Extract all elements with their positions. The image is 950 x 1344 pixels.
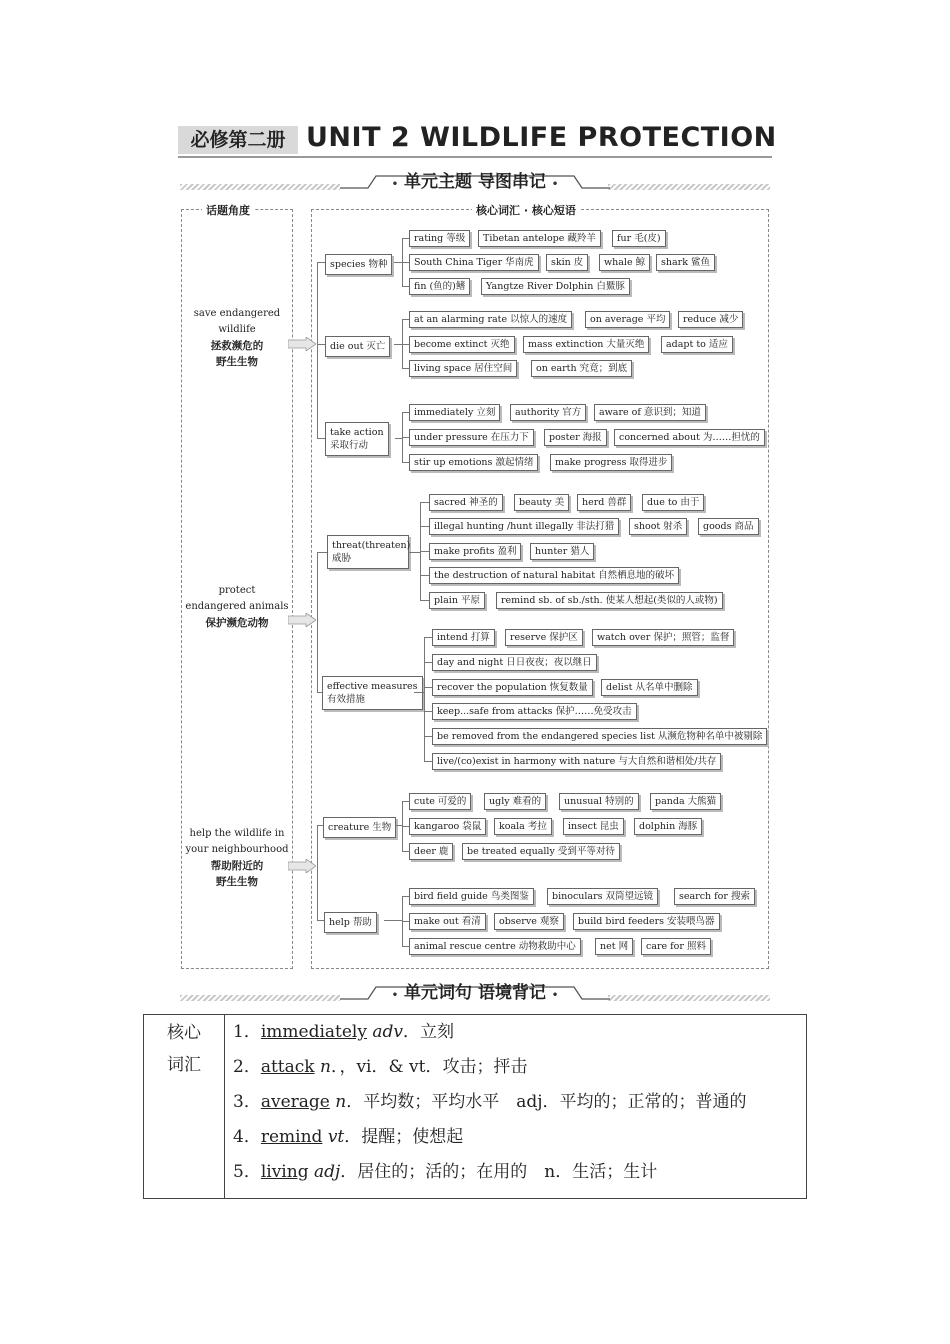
group2-connector	[317, 552, 318, 692]
arrow-right-icon	[288, 613, 316, 627]
node-label: threat(threaten)	[332, 540, 411, 551]
term-chip: mass extinction 大量灭绝	[523, 336, 649, 353]
chip-tick	[420, 502, 429, 503]
node-branch	[395, 825, 402, 826]
node-species	[325, 254, 392, 275]
term-chip: shoot 射杀	[629, 518, 687, 535]
term-chip: hunter 猎人	[530, 543, 594, 560]
term-chip: the destruction of natural habitat 自然栖息地的破坏	[429, 567, 679, 584]
term-chip: beauty 美	[514, 494, 569, 511]
term-chip: stir up emotions 激起情绪	[409, 454, 538, 471]
term-chip: koala 考拉	[494, 818, 552, 835]
chip-tick	[420, 600, 429, 601]
chip-tick	[424, 736, 432, 737]
topic-en-line: help the wildlife in	[189, 828, 285, 839]
node-tick	[317, 920, 324, 921]
node-branch	[394, 344, 402, 345]
term-chip: skin 皮	[546, 254, 588, 271]
term-chip: authority 官方	[510, 404, 586, 421]
term-chip: shark 鲨鱼	[656, 254, 715, 271]
term-chip: kangaroo 袋鼠	[409, 818, 486, 835]
part-of-speech: adj	[313, 1162, 341, 1182]
book-tag: 必修第二册	[178, 126, 298, 154]
section1-dot-left: •	[391, 179, 399, 190]
term-chip: build bird feeders 安装喂鸟器	[573, 913, 720, 930]
definition: ．，vi．& vt．攻击；抨击	[330, 1057, 528, 1077]
node-threat	[327, 535, 409, 569]
definition: ．提醒；使想起	[344, 1127, 464, 1147]
category-line: 核心	[167, 1023, 201, 1043]
arrow-right-icon	[288, 859, 316, 873]
topic-en-line: protect	[218, 585, 256, 596]
node-label-cn: 威胁	[332, 553, 352, 564]
vocab-word: average	[260, 1092, 330, 1112]
term-chip: dolphin 海豚	[634, 818, 702, 835]
node-branch	[395, 438, 402, 439]
term-chip: be treated equally 受到平等对待	[462, 843, 620, 860]
topic-en-line: wildlife	[218, 324, 256, 335]
node-tick	[317, 262, 325, 263]
term-chip: make profits 盈利	[429, 543, 521, 560]
term-chip: Tibetan antelope 藏羚羊	[478, 230, 601, 247]
topic-cn-line: 保护濒危动物	[205, 617, 269, 629]
topic-en-line: save endangered	[193, 308, 281, 319]
vocab-word: remind	[260, 1127, 323, 1147]
term-chip: be removed from the endangered species list 从濒危物种名单中被剔除	[432, 728, 767, 745]
term-chip: day and night 日日夜夜；夜以继日	[432, 654, 597, 671]
topic-save-wildlife	[184, 306, 290, 370]
node-label: effective measures	[327, 681, 418, 692]
section2-title	[368, 978, 582, 1003]
topic-angle-label: 话题角度	[202, 202, 254, 218]
node-branch	[408, 552, 420, 553]
section2-stripe-left	[180, 995, 340, 1001]
term-chip: live/(co)exist in harmony with nature 与大自然和谐相处/共存	[432, 753, 721, 770]
term-chip: on earth 究竟；到底	[531, 360, 632, 377]
term-chip: concerned about 为……担忧的	[614, 429, 765, 446]
chip-tick	[402, 368, 409, 369]
term-chip: plain 平原	[429, 592, 485, 609]
section2-dot-right: •	[551, 990, 559, 1001]
node-label-cn: 采取行动	[330, 440, 369, 451]
chip-tick	[402, 238, 409, 239]
node-tick	[317, 438, 325, 439]
term-chip: fin (鱼的)鳍	[409, 278, 470, 295]
vocab-item	[233, 1157, 806, 1192]
chip-tick	[402, 851, 409, 852]
node-label: die out 灭亡	[330, 341, 386, 352]
core-vocab-label: 核心词汇 · 核心短语	[472, 202, 580, 218]
chip-tick	[424, 761, 432, 762]
term-chip: aware of 意识到；知道	[594, 404, 706, 421]
section1-stripe-left	[180, 184, 340, 190]
term-chip: become extinct 灭绝	[409, 336, 515, 353]
section2-stripe-right	[608, 995, 770, 1001]
term-chip: herd 兽群	[577, 494, 631, 511]
node-tick	[317, 344, 325, 345]
term-chip: bird field guide 鸟类图鉴	[409, 888, 534, 905]
term-chip: fur 毛(皮)	[612, 230, 666, 247]
term-chip: sacred 神圣的	[429, 494, 503, 511]
term-chip: immediately 立刻	[409, 404, 500, 421]
node-label: help 帮助	[329, 917, 372, 928]
term-chip: delist 从名单中删除	[601, 679, 698, 696]
chip-tick	[402, 826, 409, 827]
vocab-word: living	[260, 1162, 309, 1182]
node-die-out	[325, 336, 390, 357]
chip-tick	[424, 687, 432, 688]
unit-title: UNIT 2 WILDLIFE PROTECTION	[306, 122, 777, 153]
chip-tick	[402, 921, 409, 922]
term-chip: search for 搜索	[674, 888, 755, 905]
term-chip: adapt to 适应	[661, 336, 733, 353]
chip-tick	[420, 575, 429, 576]
definition: ．平均数；平均水平 adj．平均的；正常的；普通的	[346, 1092, 747, 1112]
part-of-speech: n	[335, 1092, 347, 1112]
term-chip: at an alarming rate 以惊人的速度	[409, 311, 572, 328]
chip-tick	[402, 462, 409, 463]
vocab-word: immediately	[260, 1022, 367, 1042]
section2-title-text: 单元词句 语境背记	[404, 983, 546, 1003]
table-row	[144, 1015, 807, 1199]
term-chip: deer 鹿	[409, 843, 453, 860]
item-number: 4．	[233, 1127, 261, 1147]
node-branch	[414, 692, 424, 693]
node-effective-measures	[322, 676, 423, 710]
term-chip: goods 商品	[698, 518, 759, 535]
vocab-word: attack	[260, 1057, 315, 1077]
vocab-item	[233, 1052, 806, 1087]
section1-dot-right: •	[551, 179, 559, 190]
chip-tick	[402, 412, 409, 413]
item-number: 1．	[233, 1022, 261, 1042]
chip-tick	[420, 526, 429, 527]
term-chip: under pressure 在压力下	[409, 429, 534, 446]
topic-cn-line: 野生生物	[216, 356, 258, 368]
term-chip: whale 鲸	[599, 254, 650, 271]
term-chip: observe 观察	[494, 913, 564, 930]
node-branch	[384, 920, 402, 921]
term-chip: illegal hunting /hunt illegally 非法打猎	[429, 518, 619, 535]
vocab-item	[233, 1017, 806, 1052]
term-chip: reduce 减少	[678, 311, 743, 328]
definition: ．立刻	[403, 1022, 454, 1042]
part-of-speech: vt	[327, 1127, 345, 1147]
node-label-cn: 有效措施	[327, 694, 366, 705]
term-chip: poster 海报	[544, 429, 607, 446]
node-help	[324, 912, 377, 933]
chip-tick	[402, 344, 409, 345]
term-chip: insect 昆虫	[563, 818, 624, 835]
term-chip: recover the population 恢复数量	[432, 679, 593, 696]
section1-title-text: 单元主题 导图串记	[404, 172, 546, 192]
term-chip: on average 平均	[585, 311, 670, 328]
chip-tick	[402, 262, 409, 263]
term-chip: care for 照料	[641, 938, 711, 955]
group3-connector	[317, 825, 318, 921]
node-branch	[394, 262, 402, 263]
term-chip: net 网	[595, 938, 633, 955]
term-chip: binoculars 双筒望远镜	[547, 888, 658, 905]
term-chip: remind sb. of sb./sth. 使某人想起(类似的人或物)	[496, 592, 723, 609]
chip-tick	[402, 437, 409, 438]
topic-en-line: your neighbourhood	[185, 844, 289, 855]
term-chip: make progress 取得进步	[550, 454, 672, 471]
vocab-item	[233, 1087, 806, 1122]
term-chip: animal rescue centre 动物救助中心	[409, 938, 581, 955]
term-chip: South China Tiger 华南虎	[409, 254, 539, 271]
term-chip: make out 看清	[409, 913, 486, 930]
chip-tick	[424, 662, 432, 663]
term-chip: rating 等级	[409, 230, 470, 247]
chip-tick	[424, 637, 432, 638]
vocab-category	[144, 1015, 225, 1199]
arrow-right-icon	[288, 337, 316, 351]
term-chip: cute 可爱的	[409, 793, 471, 810]
chip-tick	[402, 319, 409, 320]
topic-protect-animals	[184, 583, 290, 631]
category-line: 词汇	[167, 1055, 201, 1075]
section1-stripe-right	[608, 184, 770, 190]
vocab-items	[225, 1015, 807, 1199]
topic-en-line: endangered animals	[185, 601, 289, 612]
node-label: species 物种	[330, 259, 388, 270]
topic-help-neighbourhood	[184, 826, 290, 890]
part-of-speech: n	[320, 1057, 331, 1077]
item-number: 2．	[233, 1057, 261, 1077]
item-number: 3．	[233, 1092, 261, 1112]
topic-cn-line: 野生生物	[216, 876, 258, 888]
section1-title	[368, 167, 582, 192]
chip-tick	[402, 896, 409, 897]
definition: ．居住的；活的；在用的 n．生活；生计	[340, 1162, 658, 1182]
node-tick	[317, 552, 327, 553]
node-take-action	[325, 422, 389, 456]
term-chip: unusual 特别的	[559, 793, 639, 810]
node-label: creature 生物	[328, 822, 392, 833]
term-chip: intend 打算	[432, 629, 495, 646]
chip-tick	[402, 946, 409, 947]
node-label: take action	[330, 427, 384, 438]
chip-connector	[424, 637, 425, 761]
term-chip: watch over 保护；照管；监督	[592, 629, 734, 646]
term-chip: living space 居住空间	[409, 360, 517, 377]
title-rule	[178, 156, 772, 158]
item-number: 5．	[233, 1162, 261, 1182]
chip-tick	[424, 711, 432, 712]
topic-cn-line: 帮助附近的	[210, 860, 264, 872]
term-chip: Yangtze River Dolphin 白鱀豚	[481, 278, 630, 295]
chip-tick	[402, 286, 409, 287]
part-of-speech: adv	[372, 1022, 403, 1042]
chip-tick	[402, 801, 409, 802]
term-chip: panda 大熊猫	[650, 793, 721, 810]
vocab-item	[233, 1122, 806, 1157]
term-chip: due to 由于	[642, 494, 704, 511]
group1-connector	[317, 262, 318, 438]
section2-dot-left: •	[391, 990, 399, 1001]
topic-cn-line: 拯救濒危的	[210, 340, 264, 352]
node-creature	[323, 817, 396, 838]
term-chip: reserve 保护区	[505, 629, 583, 646]
term-chip: ugly 难看的	[484, 793, 546, 810]
chip-tick	[420, 551, 429, 552]
term-chip: keep...safe from attacks 保护……免受攻击	[432, 703, 637, 720]
vocab-table	[143, 1014, 807, 1199]
